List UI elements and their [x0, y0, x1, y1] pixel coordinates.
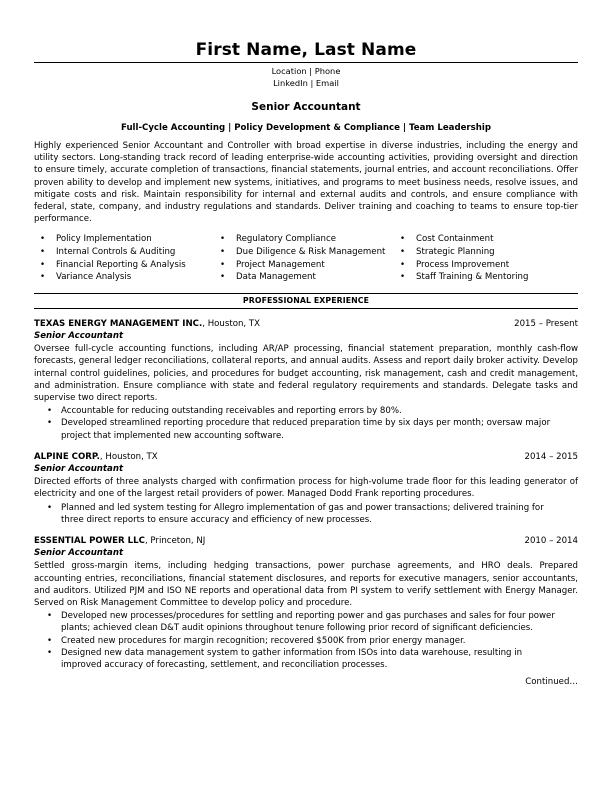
job-title: Senior Accountant [251, 101, 361, 113]
achievement-text: Accountable for reducing outstanding receivables and reporting errors by 80%. [61, 406, 402, 417]
skills-column-2 [214, 233, 394, 283]
skill-label: Regulatory Compliance [236, 234, 336, 245]
bullet-icon: • [400, 234, 406, 245]
bullet-icon: • [40, 272, 46, 283]
bullet-icon: • [47, 647, 53, 658]
skills-column-1 [34, 233, 214, 283]
contact-linkedin-email: LinkedIn | Email [273, 78, 339, 88]
skill-item [394, 233, 578, 246]
job-description: Directed efforts of three analysts charged with confirmation process for high-volume trade floor for this leading generator of electricity and one of the largest retail providers of power. Managed Dodd Frank reporting procedures. [34, 477, 578, 500]
job-entry [34, 451, 578, 526]
skill-label: Process Improvement [416, 259, 510, 270]
bullet-icon: • [40, 234, 46, 245]
job-entry [34, 535, 578, 671]
company-name: TEXAS ENERGY MANAGEMENT INC. [34, 318, 203, 329]
skill-label: Financial Reporting & Analysis [56, 259, 186, 270]
achievement-list [34, 610, 578, 671]
skill-label: Project Management [236, 259, 325, 270]
skill-item [34, 233, 214, 246]
bullet-icon: • [220, 247, 226, 258]
header-divider [34, 62, 578, 63]
skill-item [214, 246, 394, 259]
company-location: , Houston, TX [202, 318, 261, 329]
achievement-text: Developed streamlined reporting procedure that reduced preparation time by six days per month; oversaw major project that implemented new accounting software. [61, 418, 551, 441]
skill-item [34, 246, 214, 259]
skill-label: Cost Containment [416, 234, 494, 245]
skill-label: Variance Analysis [56, 272, 132, 283]
skills-grid [34, 233, 578, 283]
bullet-icon: • [220, 272, 226, 283]
achievement-text: Designed new data management system to gather information from ISOs into data warehouse, resulting in improved accuracy of forecasting, settlement, and reconciliation processes. [61, 647, 523, 671]
skill-label: Strategic Planning [416, 247, 495, 258]
achievement-item [34, 417, 578, 441]
employer [34, 535, 205, 547]
skill-item [214, 233, 394, 246]
job-header [34, 451, 578, 463]
job-dates: 2014 – 2015 [524, 451, 578, 462]
skill-item [34, 259, 214, 272]
achievement-item [34, 647, 578, 671]
job-description: Oversee full-cycle accounting functions, including AR/AP processing, financial statement preparation, monthly cash-flow forecasts, general ledger reconciliations, collateral reports, and annual audits. Assess and report daily broker activity. Develop internal control guidelines, policies, and procedures for budget accounting, risk management, cash and credit management, and administration. Ensure compliance with state and federal regulatory requirements and standards. Delegate tasks and supervise two direct reports. [34, 344, 578, 404]
bullet-icon: • [47, 635, 53, 646]
skill-item [34, 271, 214, 284]
achievement-text: Planned and led system testing for Allegro implementation of gas and power transactions; delivered training for three direct reports to ensure accuracy and efficiency of new processes. [61, 502, 544, 525]
job-description: Settled gross-margin items, including hedging transactions, power purchase agreements, and HRO deals. Prepared accounting entries, reconciliations, financial statement disclosures, and reports for executive managers, senior accountants, and auditors. Utilized PJM and ISO NE reports and operational data from PI system to verify settlement with Energy Manager. Served on Risk Management Committee to develop policy and procedure. [34, 561, 578, 609]
bullet-icon: • [47, 611, 53, 622]
job-header [34, 535, 578, 547]
bullet-icon: • [47, 418, 53, 429]
company-location: , Houston, TX [99, 451, 158, 462]
achievement-text: Developed new processes/procedures for settling and reporting power and gas purchases and sales for four power plants; achieved clean D&T audit opinions throughout tenure following prior record of significant deficiencies. [61, 611, 555, 634]
bullet-icon: • [400, 272, 406, 283]
achievement-text: Created new procedures for margin recognition; recovered $500K from prior energy manager. [61, 635, 466, 646]
skill-label: Data Management [236, 272, 316, 283]
job-dates: 2015 – Present [514, 318, 578, 329]
skill-label: Due Diligence & Risk Management [236, 247, 386, 258]
company-name: ESSENTIAL POWER LLC [34, 536, 145, 547]
contact-location-phone: Location | Phone [271, 66, 341, 76]
achievement-item [34, 635, 578, 647]
job-header [34, 318, 578, 330]
bullet-icon: • [47, 406, 53, 417]
skill-item [394, 271, 578, 284]
job-role: Senior Accountant [34, 464, 124, 475]
achievement-list [34, 502, 578, 526]
skills-column-3 [394, 233, 578, 283]
resume-content [34, 40, 578, 688]
bullet-icon: • [220, 259, 226, 270]
contact-info [34, 65, 578, 89]
company-name: ALPINE CORP. [34, 451, 100, 462]
bullet-icon: • [220, 234, 226, 245]
bullet-icon: • [400, 259, 406, 270]
continued-note: Continued… [525, 677, 578, 688]
achievement-item [34, 405, 578, 417]
skill-item [394, 246, 578, 259]
skill-item [214, 259, 394, 272]
bullet-icon: • [400, 247, 406, 258]
company-location: , Princeton, NJ [144, 536, 206, 547]
skill-item [214, 271, 394, 284]
job-dates: 2010 – 2014 [524, 536, 578, 547]
bullet-icon: • [47, 502, 53, 513]
specialties-line: Full-Cycle Accounting | Policy Development & Compliance | Team Leadership [121, 123, 491, 133]
bullet-icon: • [40, 247, 46, 258]
candidate-name: First Name, Last Name [195, 40, 417, 60]
achievement-list [34, 405, 578, 442]
job-role: Senior Accountant [34, 548, 124, 559]
employer [34, 451, 158, 463]
achievement-item [34, 502, 578, 526]
professional-summary: Highly experienced Senior Accountant and Controller with broad expertise in diverse industries, including the energy and utility sectors. Long-standing track record of leading enterprise-wide accounting activities, providing oversight and direction to ensure timely, accurate completion of transactions, financial statements, journal entries, and account reconciliations. Offer proven ability to develop and implement new systems, initiatives, and programs to meet business needs, resolve issues, and mitigate costs and risk. Maintain responsibility for internal and external audits and controls, and ensure compliance with federal, state, company, and industry regulations and standards. Deliver training and coaching to teams to ensure top-tier performance. [34, 141, 578, 225]
experience-section-heading: PROFESSIONAL EXPERIENCE [34, 293, 578, 309]
skill-label: Staff Training & Mentoring [416, 272, 529, 283]
skill-item [394, 259, 578, 272]
skill-label: Internal Controls & Auditing [56, 247, 176, 258]
job-entry [34, 318, 578, 442]
achievement-item [34, 610, 578, 634]
skill-label: Policy Implementation [56, 234, 152, 245]
employer [34, 318, 260, 330]
bullet-icon: • [40, 259, 46, 270]
job-role: Senior Accountant [34, 331, 124, 341]
